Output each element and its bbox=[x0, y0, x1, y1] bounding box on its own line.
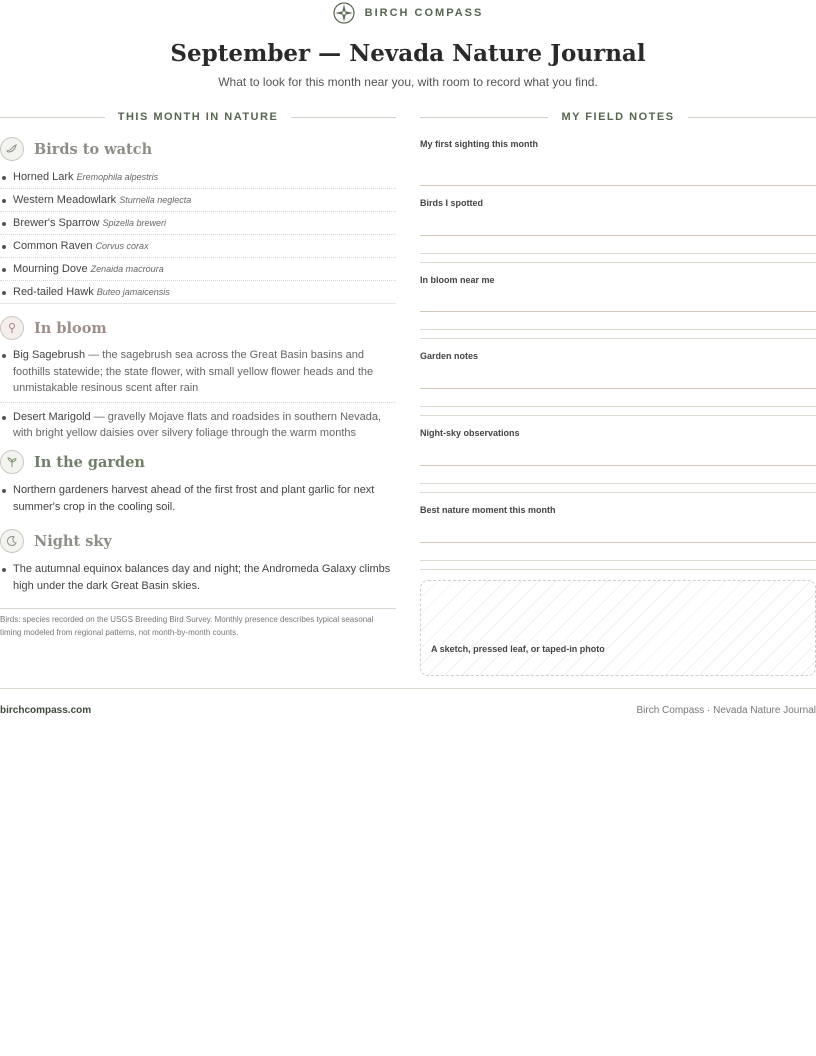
category-night-sky bbox=[0, 529, 112, 553]
flower-icon bbox=[0, 316, 24, 340]
moon-icon bbox=[0, 529, 24, 553]
category-title: In bloom bbox=[34, 319, 107, 337]
garden-list bbox=[0, 482, 396, 515]
category-title: In the garden bbox=[34, 453, 145, 471]
footer-divider bbox=[0, 688, 816, 689]
page-subtitle: What to look for this month near you, with room to record what you find. bbox=[218, 75, 598, 89]
writing-line[interactable] bbox=[420, 560, 816, 561]
page-title: September — Nevada Nature Journal bbox=[170, 40, 646, 67]
footer-credit: Birch Compass · Nevada Nature Journal bbox=[636, 705, 816, 716]
list-item: Common Raven Corvus corax bbox=[0, 235, 396, 258]
writing-line[interactable] bbox=[420, 185, 816, 186]
field-label: Garden notes bbox=[420, 351, 479, 361]
writing-line[interactable] bbox=[420, 415, 816, 416]
writing-line[interactable] bbox=[420, 253, 816, 254]
night-list bbox=[0, 561, 396, 594]
brand bbox=[0, 2, 816, 24]
writing-line[interactable] bbox=[420, 492, 816, 493]
category-birds bbox=[0, 137, 152, 161]
bird-icon bbox=[0, 137, 24, 161]
writing-line[interactable] bbox=[420, 388, 816, 389]
brand-name: BIRCH COMPASS bbox=[364, 7, 484, 19]
writing-line[interactable] bbox=[420, 569, 816, 570]
field-label: My first sighting this month bbox=[420, 139, 538, 149]
list-item: Big Sagebrush — the sagebrush sea across the Great Basin basins and foothills statewide; the state flower, with small yellow flower heads and the unmistakable resinous scent after rain bbox=[0, 347, 396, 403]
writing-line[interactable] bbox=[420, 338, 816, 339]
sprout-icon bbox=[0, 450, 24, 474]
category-title: Birds to watch bbox=[34, 140, 153, 158]
writing-line[interactable] bbox=[420, 542, 816, 543]
writing-line[interactable] bbox=[420, 406, 816, 407]
writing-line[interactable] bbox=[420, 329, 816, 330]
section-heading-nature: THIS MONTH IN NATURE bbox=[0, 110, 396, 124]
footnote: Birds: species recorded on the USGS Breeding Bird Survey. Monthly presence describes typical seasonal timing modeled from regional patterns, not month-by-month counts. bbox=[0, 615, 374, 637]
section-heading-field-notes: MY FIELD NOTES bbox=[420, 110, 816, 124]
list-item: The autumnal equinox balances day and night; the Andromeda Galaxy climbs high under the dark Great Basin skies. bbox=[0, 561, 396, 594]
sketch-box[interactable] bbox=[420, 580, 816, 676]
writing-line[interactable] bbox=[420, 262, 816, 263]
writing-line[interactable] bbox=[420, 235, 816, 236]
footer-site-link[interactable]: birchcompass.com bbox=[0, 705, 92, 716]
category-bloom bbox=[0, 316, 107, 340]
writing-line[interactable] bbox=[420, 465, 816, 466]
field-label: In bloom near me bbox=[420, 275, 495, 285]
list-item: Red-tailed Hawk Buteo jamaicensis bbox=[0, 281, 396, 304]
list-item: Western Meadowlark Sturnella neglecta bbox=[0, 189, 396, 212]
writing-line[interactable] bbox=[420, 311, 816, 312]
divider bbox=[0, 608, 396, 609]
writing-line[interactable] bbox=[420, 483, 816, 484]
field-label: Best nature moment this month bbox=[420, 505, 556, 515]
category-garden bbox=[0, 450, 145, 474]
list-item: Horned Lark Eremophila alpestris bbox=[0, 166, 396, 189]
list-item: Desert Marigold — gravelly Mojave flats and roadsides in southern Nevada, with bright yellow daisies over silvery foliage through the warm months bbox=[0, 409, 396, 442]
field-label: Night-sky observations bbox=[420, 428, 520, 438]
list-item: Brewer's Sparrow Spizella breweri bbox=[0, 212, 396, 235]
list-item: Northern gardeners harvest ahead of the first frost and plant garlic for next summer's crop in the cooling soil. bbox=[0, 482, 396, 515]
sketch-label: A sketch, pressed leaf, or taped-in photo bbox=[431, 644, 605, 654]
bird-list bbox=[0, 166, 396, 304]
list-item: Mourning Dove Zenaida macroura bbox=[0, 258, 396, 281]
field-label: Birds I spotted bbox=[420, 198, 484, 208]
compass-icon bbox=[333, 2, 355, 24]
category-title: Night sky bbox=[34, 532, 112, 550]
bloom-list bbox=[0, 347, 396, 442]
